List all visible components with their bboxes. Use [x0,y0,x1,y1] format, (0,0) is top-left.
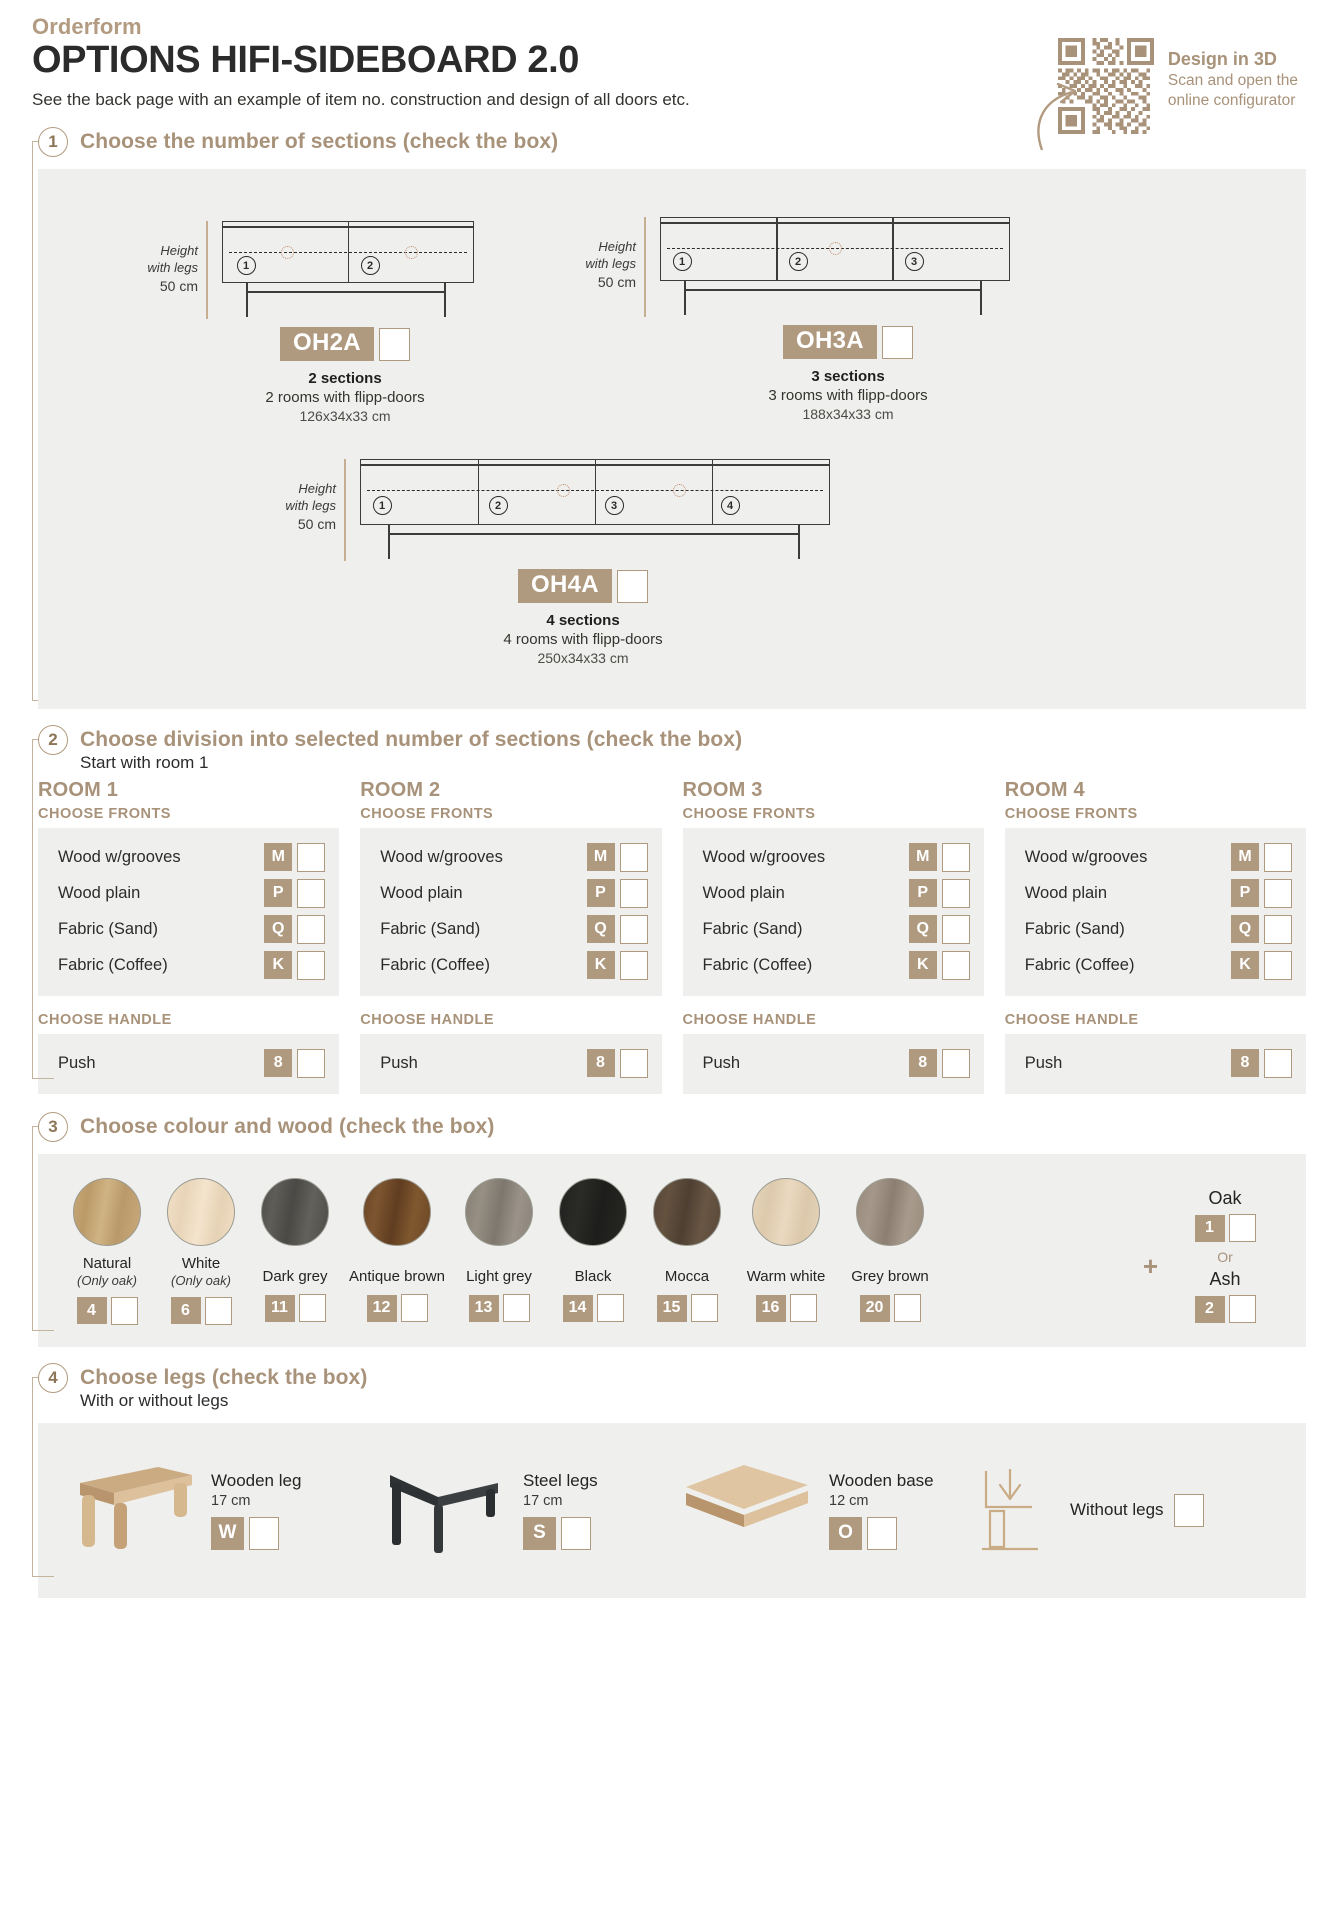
leg-checkbox-base[interactable] [867,1517,897,1550]
cap-size-oh4a: 250x34x33 cm [537,650,629,667]
room-3-fronts-heading: CHOOSE FRONTS [682,806,816,823]
steel-legs-icon [374,1455,509,1565]
room-1-handle-panel [38,1034,339,1094]
handle-checkbox[interactable] [620,1049,648,1078]
front-checkbox-m[interactable] [620,843,648,872]
section-4-title: Choose legs (check the box) [80,1365,368,1389]
handle-code: 8 [587,1049,615,1077]
section-number-1: 1 [673,252,692,271]
front-code-k: K [1231,951,1259,979]
dim-line1: Height [160,243,198,259]
wood-ash-code: 2 [1195,1296,1225,1323]
section-2-subtitle: Start with room 1 [80,753,209,773]
leg-code-wooden: W [211,1517,244,1550]
front-label-p: Wood plain [380,883,463,902]
front-option-m[interactable] [697,839,970,875]
room-4-handle-panel [1005,1034,1306,1094]
wood-ash-checkbox[interactable] [1229,1295,1256,1323]
dim4-line2: with legs [285,498,336,514]
front-option-q[interactable] [52,911,325,947]
swatch-sub-natural: (Only oak) [77,1273,137,1289]
front-code-k: K [909,951,937,979]
handle-option-push[interactable] [1019,1045,1292,1081]
page-subtitle: See the back page with an example of item no. construction and design of all doors etc. [32,89,690,109]
room-4-fronts-heading: CHOOSE FRONTS [1004,806,1138,823]
leg-name-base: Wooden base [829,1470,934,1490]
swatch-checkbox-light-grey[interactable] [503,1294,530,1322]
swatch-antique-brown[interactable] [342,1178,452,1325]
section-2 [32,725,1306,1094]
front-label-p: Wood plain [702,883,785,902]
cap-sub-oh3a: 3 rooms with flipp-doors [768,387,928,405]
cap-size-oh3a: 188x34x33 cm [802,406,894,423]
code-tag-oh4a: OH4A [518,569,612,603]
swatch-black[interactable] [546,1178,640,1325]
dimension-label-oh4a [268,459,336,534]
swatch-checkbox-mocca[interactable] [691,1294,718,1322]
front-option-k[interactable] [374,947,647,983]
section-number-1: 1 [373,496,392,515]
wood-oak-label: Oak [1208,1188,1242,1209]
swatch-warm-white[interactable] [734,1178,838,1325]
swatch-grey-brown[interactable] [838,1178,942,1325]
section-number-2: 2 [789,252,808,271]
front-code-p: P [909,879,937,907]
front-label-k: Fabric (Coffee) [1024,955,1135,974]
variant-oh4a [268,459,848,666]
swatch-checkbox-warm-white[interactable] [790,1294,817,1322]
front-checkbox-q[interactable] [1264,915,1292,944]
front-option-p[interactable] [374,875,647,911]
dim4-line1: Height [298,481,336,497]
section-4-panel [38,1423,1306,1598]
swatch-colour-grey-brown [856,1178,924,1246]
swatch-colour-natural [73,1178,141,1246]
leg-cm-steel: 17 cm [523,1492,563,1509]
checkbox-oh4a[interactable] [617,570,648,603]
section-number-3: 3 [605,496,624,515]
front-option-q[interactable] [697,911,970,947]
swatch-name-grey-brown: Grey brown [851,1268,929,1286]
front-option-p[interactable] [697,875,970,911]
front-option-k[interactable] [52,947,325,983]
without-legs-icon [976,1463,1056,1558]
dim3-line3: 50 cm [597,274,636,291]
swatch-name-dark-grey: Dark grey [262,1268,328,1286]
swatch-colour-dark-grey [261,1178,329,1246]
front-option-q[interactable] [374,911,647,947]
cap-title-oh4a: 4 sections [546,612,620,630]
leg-code-steel: S [523,1517,556,1550]
front-code-p: P [587,879,615,907]
swatch-code-dark-grey: 11 [265,1295,295,1322]
swatch-colour-warm-white [752,1178,820,1246]
section-4-subtitle: With or without legs [80,1390,229,1410]
front-label-k: Fabric (Coffee) [702,955,813,974]
handle-code: 8 [1231,1049,1259,1077]
section-3-number: 3 [38,1112,68,1142]
front-label-q: Fabric (Sand) [380,919,481,938]
room-4-fronts-panel [1005,828,1306,996]
leg-cm-base: 12 cm [829,1492,869,1509]
front-checkbox-q[interactable] [297,915,325,944]
swatch-name-antique-brown: Antique brown [349,1268,445,1286]
swatch-checkbox-antique-brown[interactable] [401,1294,428,1322]
front-code-m: M [1231,843,1259,871]
swatch-name-warm-white: Warm white [746,1268,826,1286]
handle-checkbox[interactable] [942,1049,970,1078]
front-option-p[interactable] [1019,875,1292,911]
section-3 [32,1112,1306,1347]
front-label-q: Fabric (Sand) [58,919,158,938]
handle-option-push[interactable] [697,1045,970,1081]
cap-sub-oh2a: 2 rooms with flipp-doors [265,389,425,407]
qr-line2: online configurator [1167,92,1296,110]
checkbox-oh3a[interactable] [882,326,913,359]
swatch-white[interactable] [154,1178,248,1325]
wood-ash-label: Ash [1209,1269,1241,1290]
code-tag-oh2a: OH2A [280,327,374,361]
plus-sign: + [1142,1251,1158,1282]
page-title: OPTIONS HIFI-SIDEBOARD 2.0 [32,39,580,81]
front-option-k[interactable] [697,947,970,983]
room-2-fronts-panel [360,828,661,996]
wood-oak-checkbox[interactable] [1229,1214,1256,1242]
swatch-code-grey-brown: 20 [860,1295,890,1322]
section-number-4: 4 [721,496,740,515]
section-number-3: 3 [905,252,924,271]
section-1-number: 1 [38,127,68,157]
cap-title-oh3a: 3 sections [811,368,885,386]
front-option-m[interactable] [374,839,647,875]
room-3-handle-panel [683,1034,984,1094]
cabinet-drawing-oh4a [360,459,830,563]
dim-line2: with legs [147,260,198,276]
dim3-line1: Height [598,239,636,255]
section-2-bracket [32,739,54,1079]
room-2-fronts-heading: CHOOSE FRONTS [360,806,494,823]
wooden-leg-text [211,1471,301,1550]
leg-checkbox-wooden[interactable] [249,1517,279,1550]
front-checkbox-q[interactable] [620,915,648,944]
room-2 [360,779,661,1094]
steel-legs-text [523,1471,598,1550]
front-code-m: M [264,843,292,871]
section-4 [32,1363,1306,1598]
leg-name-without: Without legs [1070,1500,1164,1520]
dim4-line3: 50 cm [297,516,336,533]
cap-size-oh2a: 126x34x33 cm [299,408,391,425]
code-tag-oh3a: OH3A [783,325,877,359]
front-option-p[interactable] [52,875,325,911]
swatch-checkbox-white[interactable] [205,1297,232,1325]
without-legs-text [1070,1494,1204,1527]
section-2-number: 2 [38,725,68,755]
section-3-bracket [32,1126,54,1331]
swatch-name-black: Black [574,1268,612,1286]
front-label-p: Wood plain [58,883,141,902]
rooms-grid [38,779,1306,1094]
wood-or-label: Or [1217,1249,1233,1266]
qr-line1: Scan and open the [1167,71,1298,89]
handle-option-push[interactable] [52,1045,325,1081]
dimension-bar [344,459,346,561]
front-code-q: Q [909,915,937,943]
qr-block[interactable] [1058,38,1298,134]
caption-oh2a [180,370,510,424]
wooden-base-icon [680,1463,815,1558]
swatch-code-light-grey: 13 [469,1295,499,1322]
front-option-m[interactable] [1019,839,1292,875]
room-2-handle-panel [360,1034,661,1094]
front-label-q: Fabric (Sand) [1024,919,1125,938]
swatch-checkbox-natural[interactable] [111,1297,138,1325]
front-checkbox-k[interactable] [297,951,325,980]
front-option-k[interactable] [1019,947,1292,983]
room-4-handle-heading: CHOOSE HANDLE [1004,1012,1139,1029]
cabinet-drawing-oh2a [222,221,474,321]
room-3 [683,779,984,1094]
leg-option-wooden-base[interactable] [680,1463,970,1558]
front-label-p: Wood plain [1024,883,1108,902]
wood-type-group [1166,1188,1284,1323]
front-checkbox-m[interactable] [942,843,970,872]
qr-heading: Design in 3D [1167,49,1277,69]
room-1 [38,779,339,1094]
page-header [32,0,1306,111]
wooden-leg-icon [62,1455,197,1565]
front-code-k: K [587,951,615,979]
swatch-colour-antique-brown [363,1178,431,1246]
front-code-q: Q [587,915,615,943]
wooden-base-text [829,1471,934,1550]
room-3-handle-heading: CHOOSE HANDLE [682,1012,817,1029]
caption-oh4a [318,612,848,666]
section-1-header [32,127,1306,157]
swatch-colour-white [167,1178,235,1246]
room-1-handle-heading: CHOOSE HANDLE [38,1012,172,1029]
front-checkbox-k[interactable] [1264,951,1292,980]
leg-option-without-legs[interactable] [976,1463,1204,1558]
section-4-number: 4 [38,1363,68,1393]
front-checkbox-k[interactable] [620,951,648,980]
swatch-code-natural: 4 [77,1297,107,1324]
handle-code: 8 [909,1049,937,1077]
qr-text [1168,38,1298,112]
section-3-panel [38,1154,1306,1347]
swatch-light-grey[interactable] [452,1178,546,1325]
section-3-title: Choose colour and wood (check the box) [80,1115,495,1139]
dim-line3: 50 cm [159,278,198,295]
swatch-name-light-grey: Light grey [466,1268,532,1286]
cabinet-drawing-oh3a [660,217,1010,319]
front-checkbox-m[interactable] [297,843,325,872]
handle-option-push[interactable] [374,1045,647,1081]
section-number-1: 1 [237,256,256,275]
caption-oh3a [658,368,1038,422]
swatch-checkbox-grey-brown[interactable] [894,1294,921,1322]
swatch-name-mocca: Mocca [664,1268,710,1286]
front-label-m: Wood w/grooves [58,847,181,866]
section-2-title: Choose division into selected number of sections (check the box) [80,728,743,752]
front-label-m: Wood w/grooves [1024,847,1148,866]
front-checkbox-p[interactable] [1264,879,1292,908]
code-row-oh4a[interactable] [318,569,848,603]
front-checkbox-p[interactable] [297,879,325,908]
swatch-natural[interactable] [60,1178,154,1325]
kicker-label: Orderform [32,14,142,39]
variant-oh3a [568,217,1038,422]
room-4 [1005,779,1306,1094]
handle-label: Push [1024,1053,1063,1072]
leg-option-steel-legs[interactable] [374,1455,664,1565]
variant-oh2a [130,221,510,424]
section-number-2: 2 [489,496,508,515]
room-1-fronts-panel [38,828,339,996]
swatch-sub-white: (Only oak) [171,1273,231,1289]
room-4-title: ROOM 4 [1004,779,1085,802]
front-label-m: Wood w/grooves [380,847,503,866]
dimension-bar [644,217,646,317]
wood-oak-code: 1 [1195,1215,1225,1242]
handle-checkbox[interactable] [1264,1049,1292,1078]
room-2-handle-heading: CHOOSE HANDLE [360,1012,495,1029]
front-option-q[interactable] [1019,911,1292,947]
leg-name-wooden: Wooden leg [211,1470,302,1490]
front-checkbox-p[interactable] [620,879,648,908]
front-option-m[interactable] [52,839,325,875]
dimension-bar [206,221,208,319]
swatch-colour-black [559,1178,627,1246]
section-3-header [32,1112,1306,1142]
room-3-fronts-panel [683,828,984,996]
room-2-title: ROOM 2 [360,779,441,802]
swatch-name-white: White [181,1255,221,1273]
swatch-code-warm-white: 16 [756,1295,786,1322]
front-checkbox-q[interactable] [942,915,970,944]
front-label-k: Fabric (Coffee) [380,955,490,974]
cap-title-oh2a: 2 sections [308,370,382,388]
code-row-oh2a[interactable] [180,327,510,361]
front-label-q: Fabric (Sand) [702,919,803,938]
swatch-checkbox-black[interactable] [597,1294,624,1322]
front-code-m: M [909,843,937,871]
section-1-title: Choose the number of sections (check the box) [80,130,559,154]
front-code-q: Q [264,915,292,943]
room-1-fronts-heading: CHOOSE FRONTS [38,806,171,823]
front-code-p: P [1231,879,1259,907]
swatch-code-mocca: 15 [657,1295,687,1322]
leg-option-wooden-leg[interactable] [62,1455,352,1565]
code-row-oh3a[interactable] [658,325,1038,359]
checkbox-oh2a[interactable] [379,328,410,361]
swatch-code-antique-brown: 12 [367,1295,397,1322]
front-label-m: Wood w/grooves [702,847,826,866]
dimension-label-oh3a [568,217,636,292]
room-1-title: ROOM 1 [38,779,119,802]
section-number-2: 2 [361,256,380,275]
leg-checkbox-steel[interactable] [561,1517,591,1550]
swatch-code-black: 14 [563,1295,593,1322]
handle-checkbox[interactable] [297,1049,325,1078]
front-label-k: Fabric (Coffee) [58,955,168,974]
section-1-panel [38,169,1306,709]
front-code-m: M [587,843,615,871]
handle-label: Push [380,1053,418,1072]
section-2-header [32,725,1306,773]
section-1 [32,127,1306,709]
front-code-p: P [264,879,292,907]
handle-label: Push [58,1053,96,1072]
section-4-header [32,1363,1306,1411]
leg-cm-wooden: 17 cm [211,1492,251,1509]
room-3-title: ROOM 3 [682,779,763,802]
front-checkbox-k[interactable] [942,951,970,980]
front-code-q: Q [1231,915,1259,943]
swatch-checkbox-dark-grey[interactable] [299,1294,326,1322]
front-code-k: K [264,951,292,979]
swatch-code-white: 6 [171,1297,201,1324]
cap-sub-oh4a: 4 rooms with flipp-doors [503,631,663,649]
leg-name-steel: Steel legs [523,1470,598,1490]
colour-swatches [60,1178,1135,1325]
front-checkbox-p[interactable] [942,879,970,908]
swatch-name-natural: Natural [82,1255,132,1273]
swatch-colour-light-grey [465,1178,533,1246]
leg-checkbox-without[interactable] [1174,1494,1204,1527]
swatch-mocca[interactable] [640,1178,734,1325]
leg-code-base: O [829,1517,862,1550]
swatch-colour-mocca [653,1178,721,1246]
handle-code: 8 [264,1049,292,1077]
dim3-line2: with legs [585,256,636,272]
handle-label: Push [702,1053,741,1072]
swatch-dark-grey[interactable] [248,1178,342,1325]
dimension-label-oh2a [130,221,198,296]
front-checkbox-m[interactable] [1264,843,1292,872]
